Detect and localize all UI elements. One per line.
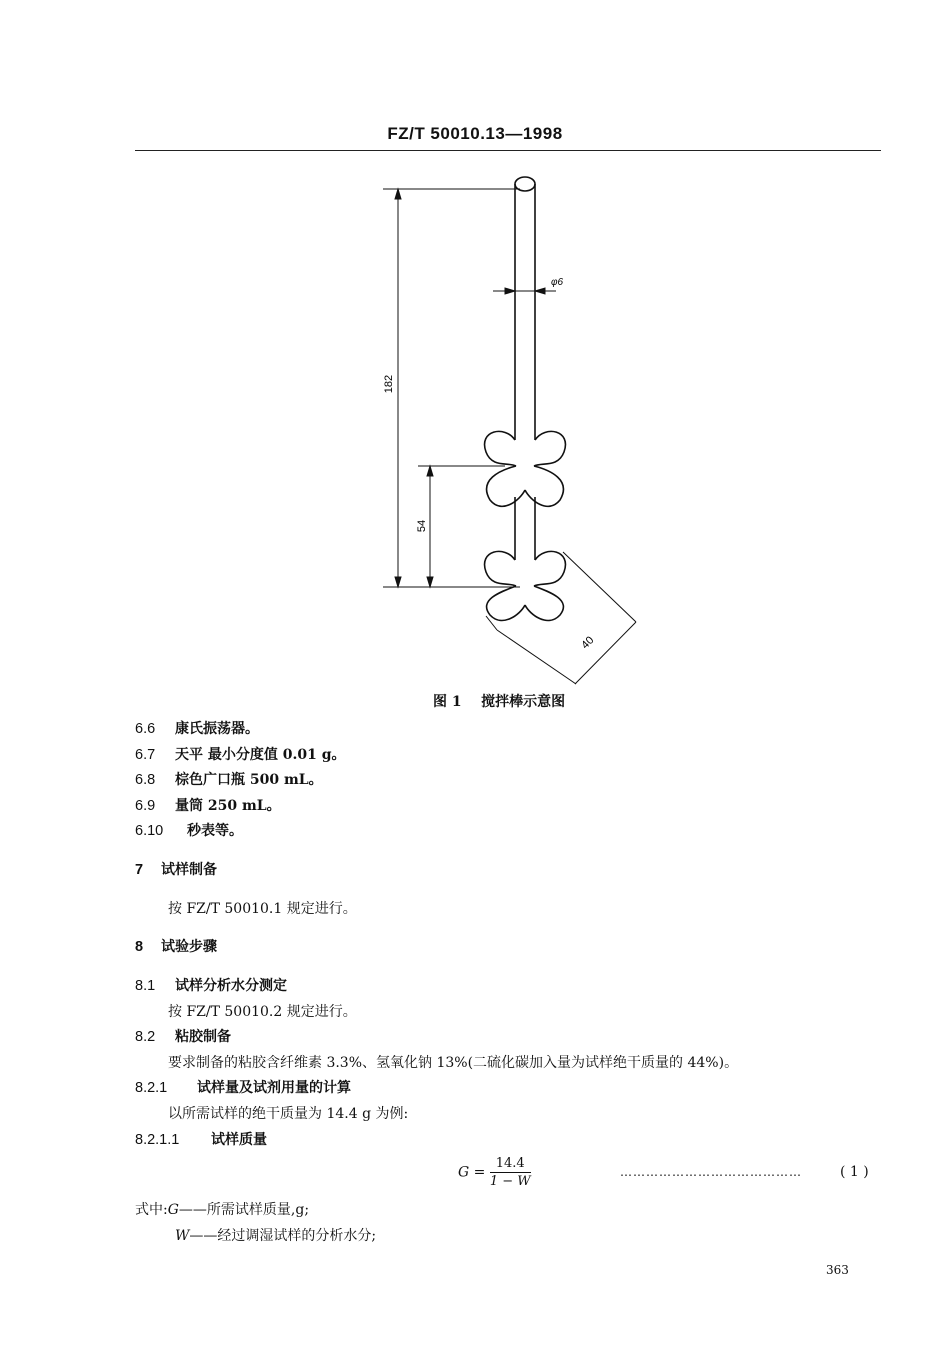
dim-label-phi6: φ6 bbox=[551, 277, 564, 288]
dim-label-40: 40 bbox=[579, 634, 597, 652]
equipment-item: 6.8 棕色广口瓶 500 mL。 bbox=[135, 772, 323, 788]
formula-lhs: G = bbox=[458, 1164, 486, 1181]
section-8-1-body: 按 FZ/T 50010.2 规定进行。 bbox=[168, 1004, 357, 1020]
standard-number: FZ/T 50010.13—1998 bbox=[387, 124, 563, 143]
section-8-heading: 8 试验步骤 bbox=[135, 939, 217, 955]
figure-caption bbox=[433, 691, 565, 711]
section-8-2-heading: 8.2 粘胶制备 bbox=[135, 1029, 231, 1045]
section-7-body: 按 FZ/T 50010.1 规定进行。 bbox=[168, 901, 357, 917]
section-8-2-body: 要求制备的粘胶含纤维素 3.3%、氢氧化钠 13%(二硫化碳加入量为试样绝干质量的 44%)。 bbox=[168, 1055, 739, 1071]
figure-caption-number: 图 1 bbox=[433, 694, 462, 710]
equipment-item: 6.9 量筒 250 mL。 bbox=[135, 798, 281, 814]
lower-blade bbox=[485, 551, 566, 620]
where-w-line bbox=[175, 1225, 376, 1245]
where-g-line bbox=[135, 1199, 309, 1219]
equipment-item: 6.7 天平 最小分度值 0.01 g。 bbox=[135, 747, 346, 763]
section-8-1-heading: 8.1 试样分析水分测定 bbox=[135, 978, 287, 994]
where-w-symbol: W bbox=[175, 1228, 190, 1244]
section-7-heading: 7 试样制备 bbox=[135, 862, 217, 878]
formula-leader-dots: …………………………………… bbox=[620, 1165, 802, 1179]
dim-label-54: 54 bbox=[416, 519, 428, 533]
formula-fraction bbox=[490, 1156, 531, 1189]
where-w-desc: ——经过调湿试样的分析水分; bbox=[189, 1228, 377, 1244]
dim-label-182: 182 bbox=[383, 374, 395, 394]
where-intro: 式中: bbox=[135, 1202, 168, 1218]
formula-1 bbox=[458, 1156, 531, 1189]
formula-denominator: 1 − W bbox=[489, 1174, 531, 1189]
equipment-item: 6.6 康氏振荡器。 bbox=[135, 721, 259, 737]
section-8-2-1-body: 以所需试样的绝干质量为 14.4 g 为例: bbox=[168, 1106, 409, 1122]
equipment-item: 6.10 秒表等。 bbox=[135, 823, 243, 839]
formula-equation-number: ( 1 ) bbox=[840, 1164, 869, 1180]
dim-line-40 bbox=[575, 622, 636, 684]
page-number: 363 bbox=[826, 1263, 849, 1277]
formula-numerator: 14.4 bbox=[490, 1156, 531, 1173]
figure-caption-title: 搅拌棒示意图 bbox=[481, 694, 566, 710]
section-8-2-1-heading: 8.2.1 试样量及试剂用量的计算 bbox=[135, 1080, 351, 1096]
where-g-symbol: G bbox=[167, 1202, 179, 1218]
upper-blade bbox=[485, 431, 566, 506]
section-8-2-1-1-heading: 8.2.1.1 试样质量 bbox=[135, 1132, 267, 1148]
where-g-desc: ——所需试样质量,g; bbox=[178, 1202, 310, 1218]
